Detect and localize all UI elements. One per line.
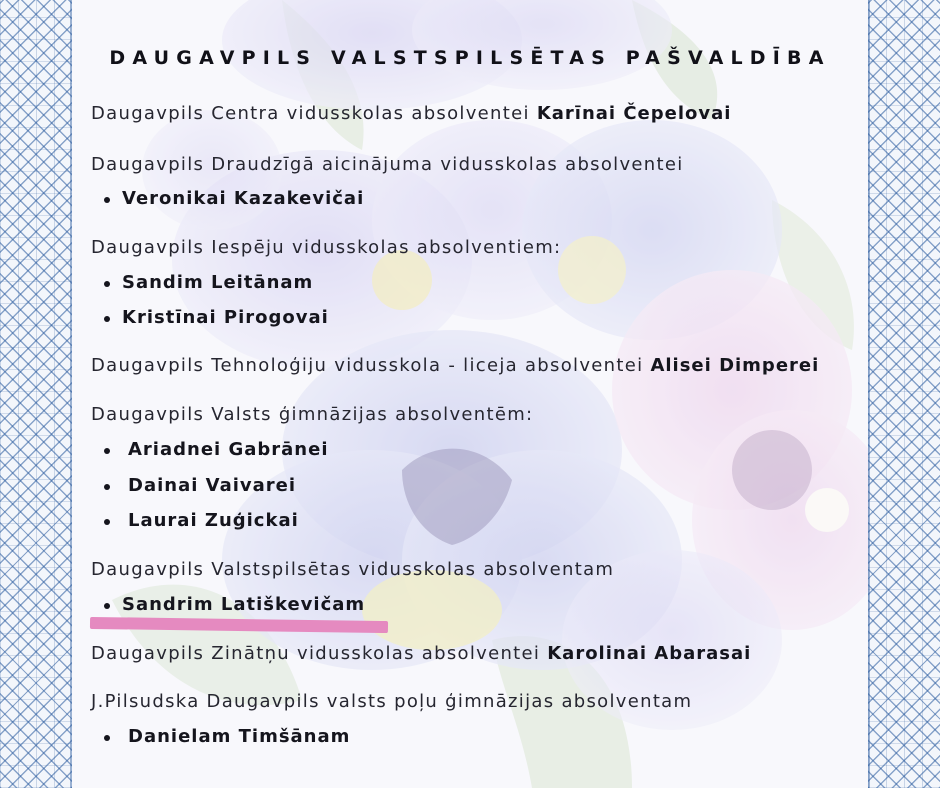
highlight-underline [90, 617, 388, 633]
student-name: Karolinai Abarasai [547, 643, 752, 664]
entry-prefix: J.Pilsudska Daugavpils valsts poļu ģimnāzijas absolventam [91, 691, 693, 712]
entry-prefix: Daugavpils Tehnoloģiju vidusskola - liceja absolventei [91, 355, 644, 376]
student-list-item: Dainai Vaivarei [128, 475, 297, 496]
entry-prefix: Daugavpils Valsts ģimnāzijas absolventēm: [91, 404, 534, 425]
entry-prefix: Daugavpils Valstspilsētas vidusskolas absolventam [91, 559, 615, 580]
student-list-item: Veronikai Kazakevičai [122, 188, 365, 209]
student-list-item: Danielam Timšānam [128, 726, 351, 747]
student-list-item: Sandim Leitānam [122, 272, 314, 293]
entry-prefix: Daugavpils Zinātņu vidusskolas absolventei [91, 643, 541, 664]
entry-prefix: Daugavpils Iespēju vidusskolas absolventiem: [91, 237, 562, 258]
page-title: DAUGAVPILS VALSTSPILSĒTAS PAŠVALDĪBA [109, 47, 831, 69]
student-list-item: Laurai Zuģickai [128, 510, 299, 531]
student-list-item: Kristīnai Pirogovai [122, 307, 329, 328]
student-name: Karīnai Čepelovai [536, 103, 732, 124]
student-name: Alisei Dimperei [650, 355, 820, 376]
entry-polu-gimnazija [91, 691, 692, 712]
entry-valsts-gimnazija [91, 404, 533, 425]
entry-valstspilsetas [91, 559, 614, 580]
entry-prefix: Daugavpils Centra vidusskolas absolventei [91, 103, 530, 124]
entry-zinatnu [91, 643, 751, 664]
entry-centra [91, 103, 731, 124]
entry-draudziga [91, 154, 684, 175]
entry-iespeju [91, 237, 561, 258]
student-list-item: Sandrim Latiškevičam [122, 594, 366, 615]
entry-tehnologiju [91, 355, 819, 376]
student-list-item: Ariadnei Gabrānei [128, 439, 329, 460]
entry-prefix: Daugavpils Draudzīgā aicinājuma vidusskolas absolventei [91, 154, 684, 175]
